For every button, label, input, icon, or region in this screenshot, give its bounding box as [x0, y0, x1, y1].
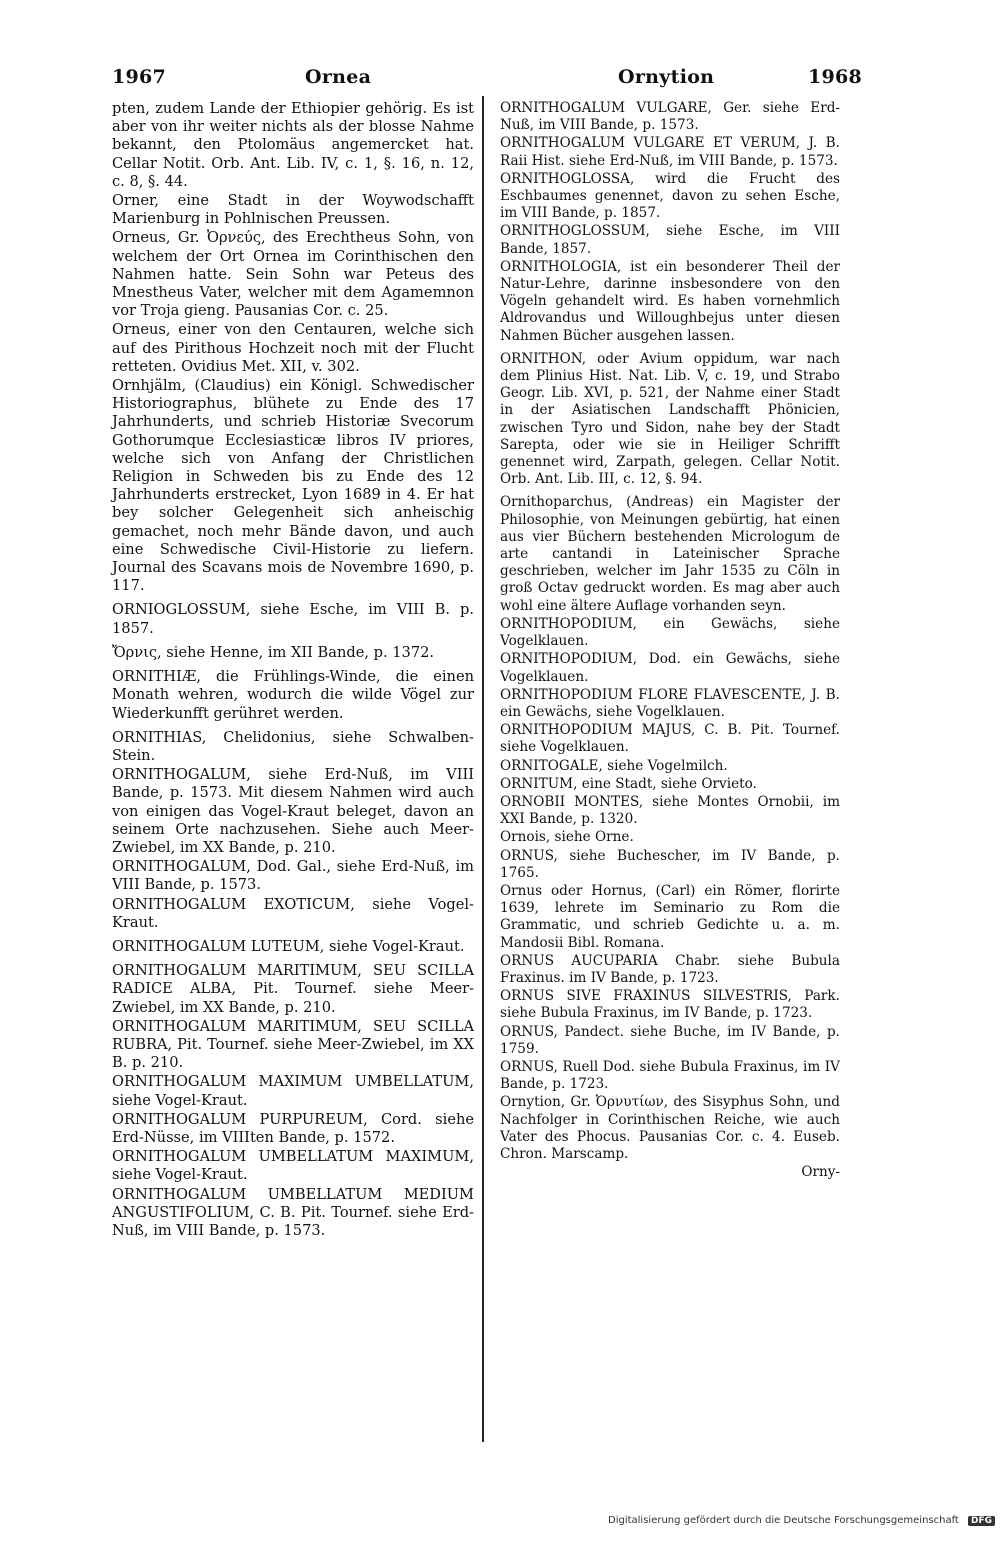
entry: Orneus, einer von den Centauren, welche sich auf des Pirithous Hochzeit noch mit der Flucht retteten. Ovidius Met. XII, v. 302.	[112, 321, 474, 375]
catchword: Orny-	[801, 1164, 840, 1181]
entry: Ornois, siehe Orne.	[500, 829, 634, 846]
entry: ORNIOGLOSSUM, siehe Esche, im VIII B. p. 1857.	[112, 601, 474, 637]
entry: ORNITHOGALUM UMBELLATUM MAXIMUM, siehe Vogel-Kraut.	[112, 1148, 474, 1184]
entry: Orneus, Gr. Ὀρνεύς, des Erechtheus Sohn, von welchem der Ort Ornea im Corinthischen den Nahmen hatte. Sein Sohn war Peteus des Mnestheus Vater, welcher mit dem Agamemnon vor Troja gieng. Pausanias Cor. c. 25.	[112, 229, 474, 320]
left-column	[112, 100, 474, 1240]
entry: ORNITHOPODIUM, ein Gewächs, siehe Vogelklauen.	[500, 615, 840, 650]
page-number-left: 1967	[112, 66, 167, 88]
entry: ORNITHOGLOSSUM, siehe Esche, im VIII Bande, 1857.	[500, 223, 840, 257]
entry: ORNITHOLOGIA, ist ein besonderer Theil der Natur-Lehre, darinne insbesondere von den Vögeln gehandelt wird. Es haben vornehmlich Aldrovandus und Willoughbejus unter diesen Nahmen Bücher ausgehen lassen.	[500, 258, 840, 344]
entry: ORNUS, Ruell Dod. siehe Bubula Fraxinus, im IV Bande, p. 1723.	[500, 1058, 840, 1093]
column-divider	[482, 96, 484, 1442]
dfg-logo-icon: DFG	[968, 1516, 995, 1526]
entry: Ornhjälm, (Claudius) ein Königl. Schwedischer Historiographus, blühete zu Ende des 17 Jahrhunderts, und schrieb Historiæ Svecorum Gothorumque Ecclesiasticæ libros IV priores, welche sich von Anfang der Christlichen Religion in Schweden bis zu Ende des 12 Jahrhunderts erstrecket, Lyon 1689 in 4. Er hat bey solcher Gelegenheit sich anheischig gemachet, noch mehr Bände davon, und auch eine Schwedische Civil-Historie zu liefern. Journal des Scavans mois de Novembre 1690, p. 117.	[112, 377, 474, 595]
entry: ORNITHOPODIUM MAJUS, C. B. Pit. Tournef. siehe Vogelklauen.	[500, 722, 840, 756]
entry: Ornithoparchus, (Andreas) ein Magister der Philosophie, von Meinungen gebürtig, hat einen aus vier Büchern bestehenden Micrologum de arte cantandi in Lateinischer Sprache geschrieben, welcher im Jahr 1535 zu Cöln in groß Octav gedruckt worden. Es mag aber auch wohl eine ältere Auflage vorhanden seyn.	[500, 494, 840, 614]
digitization-credit	[608, 1515, 995, 1526]
entry: ORNITHOPODIUM, Dod. ein Gewächs, siehe Vogelklauen.	[500, 651, 840, 685]
entry: ORNITHOGALUM, Dod. Gal., siehe Erd-Nuß, im VIII Bande, p. 1573.	[112, 858, 474, 894]
running-head-right: Ornytion	[618, 66, 715, 88]
entry: ORNITHOPODIUM FLORE FLAVESCENTE, J. B. ein Gewächs, siehe Vogelklauen.	[500, 686, 840, 720]
entry: ORNUS, siehe Buchescher, im IV Bande, p. 1765.	[500, 847, 840, 881]
entry: ORNUS SIVE FRAXINUS SILVESTRIS, Park. siehe Bubula Fraxinus, im IV Bande, p. 1723.	[500, 988, 840, 1022]
entry: ORNITHOGALUM MARITIMUM, SEU SCILLA RADICE ALBA, Pit. Tournef. siehe Meer-Zwiebel, im XX Bande, p. 210.	[112, 962, 474, 1016]
entry: Ornus oder Hornus, (Carl) ein Römer, florirte 1639, lehrete im Seminario zu Rom die Grammatic, und schrieb Gedichte u. a. m. Mandosii Bibl. Romana.	[500, 882, 840, 951]
entry: ORNITHIAS, Chelidonius, siehe Schwalben-Stein.	[112, 728, 474, 764]
credit-text: Digitalisierung gefördert durch die Deutsche Forschungsgemeinschaft	[608, 1515, 959, 1526]
page-number-right: 1968	[808, 66, 863, 88]
entry: ORNITHOGALUM EXOTICUM, siehe Vogel-Kraut.	[112, 895, 474, 931]
entry: ORNUS AUCUPARIA Chabr. siehe Bubula Fraxinus. im IV Bande, p. 1723.	[500, 952, 840, 986]
running-head-left: Ornea	[305, 66, 372, 88]
entry: ORNITHOGALUM LUTEUM, siehe Vogel-Kraut.	[112, 937, 465, 955]
entry: ORNITHOGALUM, siehe Erd-Nuß, im VIII Bande, p. 1573. Mit diesem Nahmen wird auch von einigen das Vogel-Kraut beleget, davon an seinem Orte nachzusehen. Siehe auch Meer-Zwiebel, im XX Bande, p. 210.	[112, 766, 474, 856]
entry: ORNUS, Pandect. siehe Buche, im IV Bande, p. 1759.	[500, 1023, 840, 1057]
entry: Ὄρνις, siehe Henne, im XII Bande, p. 1372.	[112, 643, 435, 661]
entry: ORNITHOGALUM PURPUREUM, Cord. siehe Erd-Nüsse, im VIIIten Bande, p. 1572.	[112, 1110, 474, 1146]
entry: ORNITHON, oder Avium oppidum, war nach dem Plinius Hist. Nat. Lib. V, c. 19, und Strabo Geogr. Lib. XVI, p. 521, der Nahme einer Stadt in der Asiatischen Landschafft Phönicien, zwischen Tyro und Sidon, nahe bey der Stadt Sarepta, oder wie sie in Heiliger Schrifft genennet wird, Zarpath, gelegen. Cellar Notit. Orb. Ant. Lib. III, c. 12, §. 94.	[500, 350, 840, 488]
entry: ORNITHOGLOSSA, wird die Frucht des Eschbaumes genennet, davon zu sehen Esche, im VIII Bande, p. 1857.	[500, 170, 840, 222]
entry: ORNITHOGALUM VULGARE, Ger. siehe Erd-Nuß, im VIII Bande, p. 1573.	[500, 100, 840, 134]
entry: pten, zudem Lande der Ethiopier gehörig. Es ist aber von ihr weiter nichts als der blosse Nahme bekannt, den Ptolomäus angemercket hat. Cellar Notit. Orb. Ant. Lib. IV, c. 1, §. 16, n. 12, c. 8, §. 44.	[112, 100, 474, 190]
entry: ORNITHOGALUM MARITIMUM, SEU SCILLA RUBRA, Pit. Tournef. siehe Meer-Zwiebel, im XX B. p. 210.	[112, 1017, 474, 1072]
entry: Orner, eine Stadt in der Woywodschafft Marienburg in Pohlnischen Preussen.	[112, 192, 474, 228]
entry: ORNITHOGALUM MAXIMUM UMBELLATUM, siehe Vogel-Kraut.	[112, 1073, 474, 1109]
entry: ORNITHOGALUM UMBELLATUM MEDIUM ANGUSTIFOLIUM, C. B. Pit. Tournef. siehe Erd-Nuß, im VIII Bande, p. 1573.	[112, 1185, 474, 1239]
entry: ORNOBII MONTES, siehe Montes Ornobii, im XXI Bande, p. 1320.	[500, 793, 840, 828]
right-column	[500, 100, 840, 1181]
entry: ORNITHOGALUM VULGARE ET VERUM, J. B. Raii Hist. siehe Erd-Nuß, im VIII Bande, p. 1573.	[500, 135, 840, 169]
entry: Ornytion, Gr. Ὀρνυτίων, des Sisyphus Sohn, und Nachfolger in Corinthischen Reiche, wie auch Vater des Phocus. Pausanias Cor. c. 4. Euseb. Chron. Marscamp.	[500, 1094, 840, 1162]
entry: ORNITUM, eine Stadt, siehe Orvieto.	[500, 775, 757, 792]
entry: ORNITHIÆ, die Frühlings-Winde, die einen Monath wehren, wodurch die wilde Vögel zur Wiederkunfft gerühret werden.	[112, 668, 474, 722]
entry: ORNITOGALE, siehe Vogelmilch.	[500, 757, 728, 774]
